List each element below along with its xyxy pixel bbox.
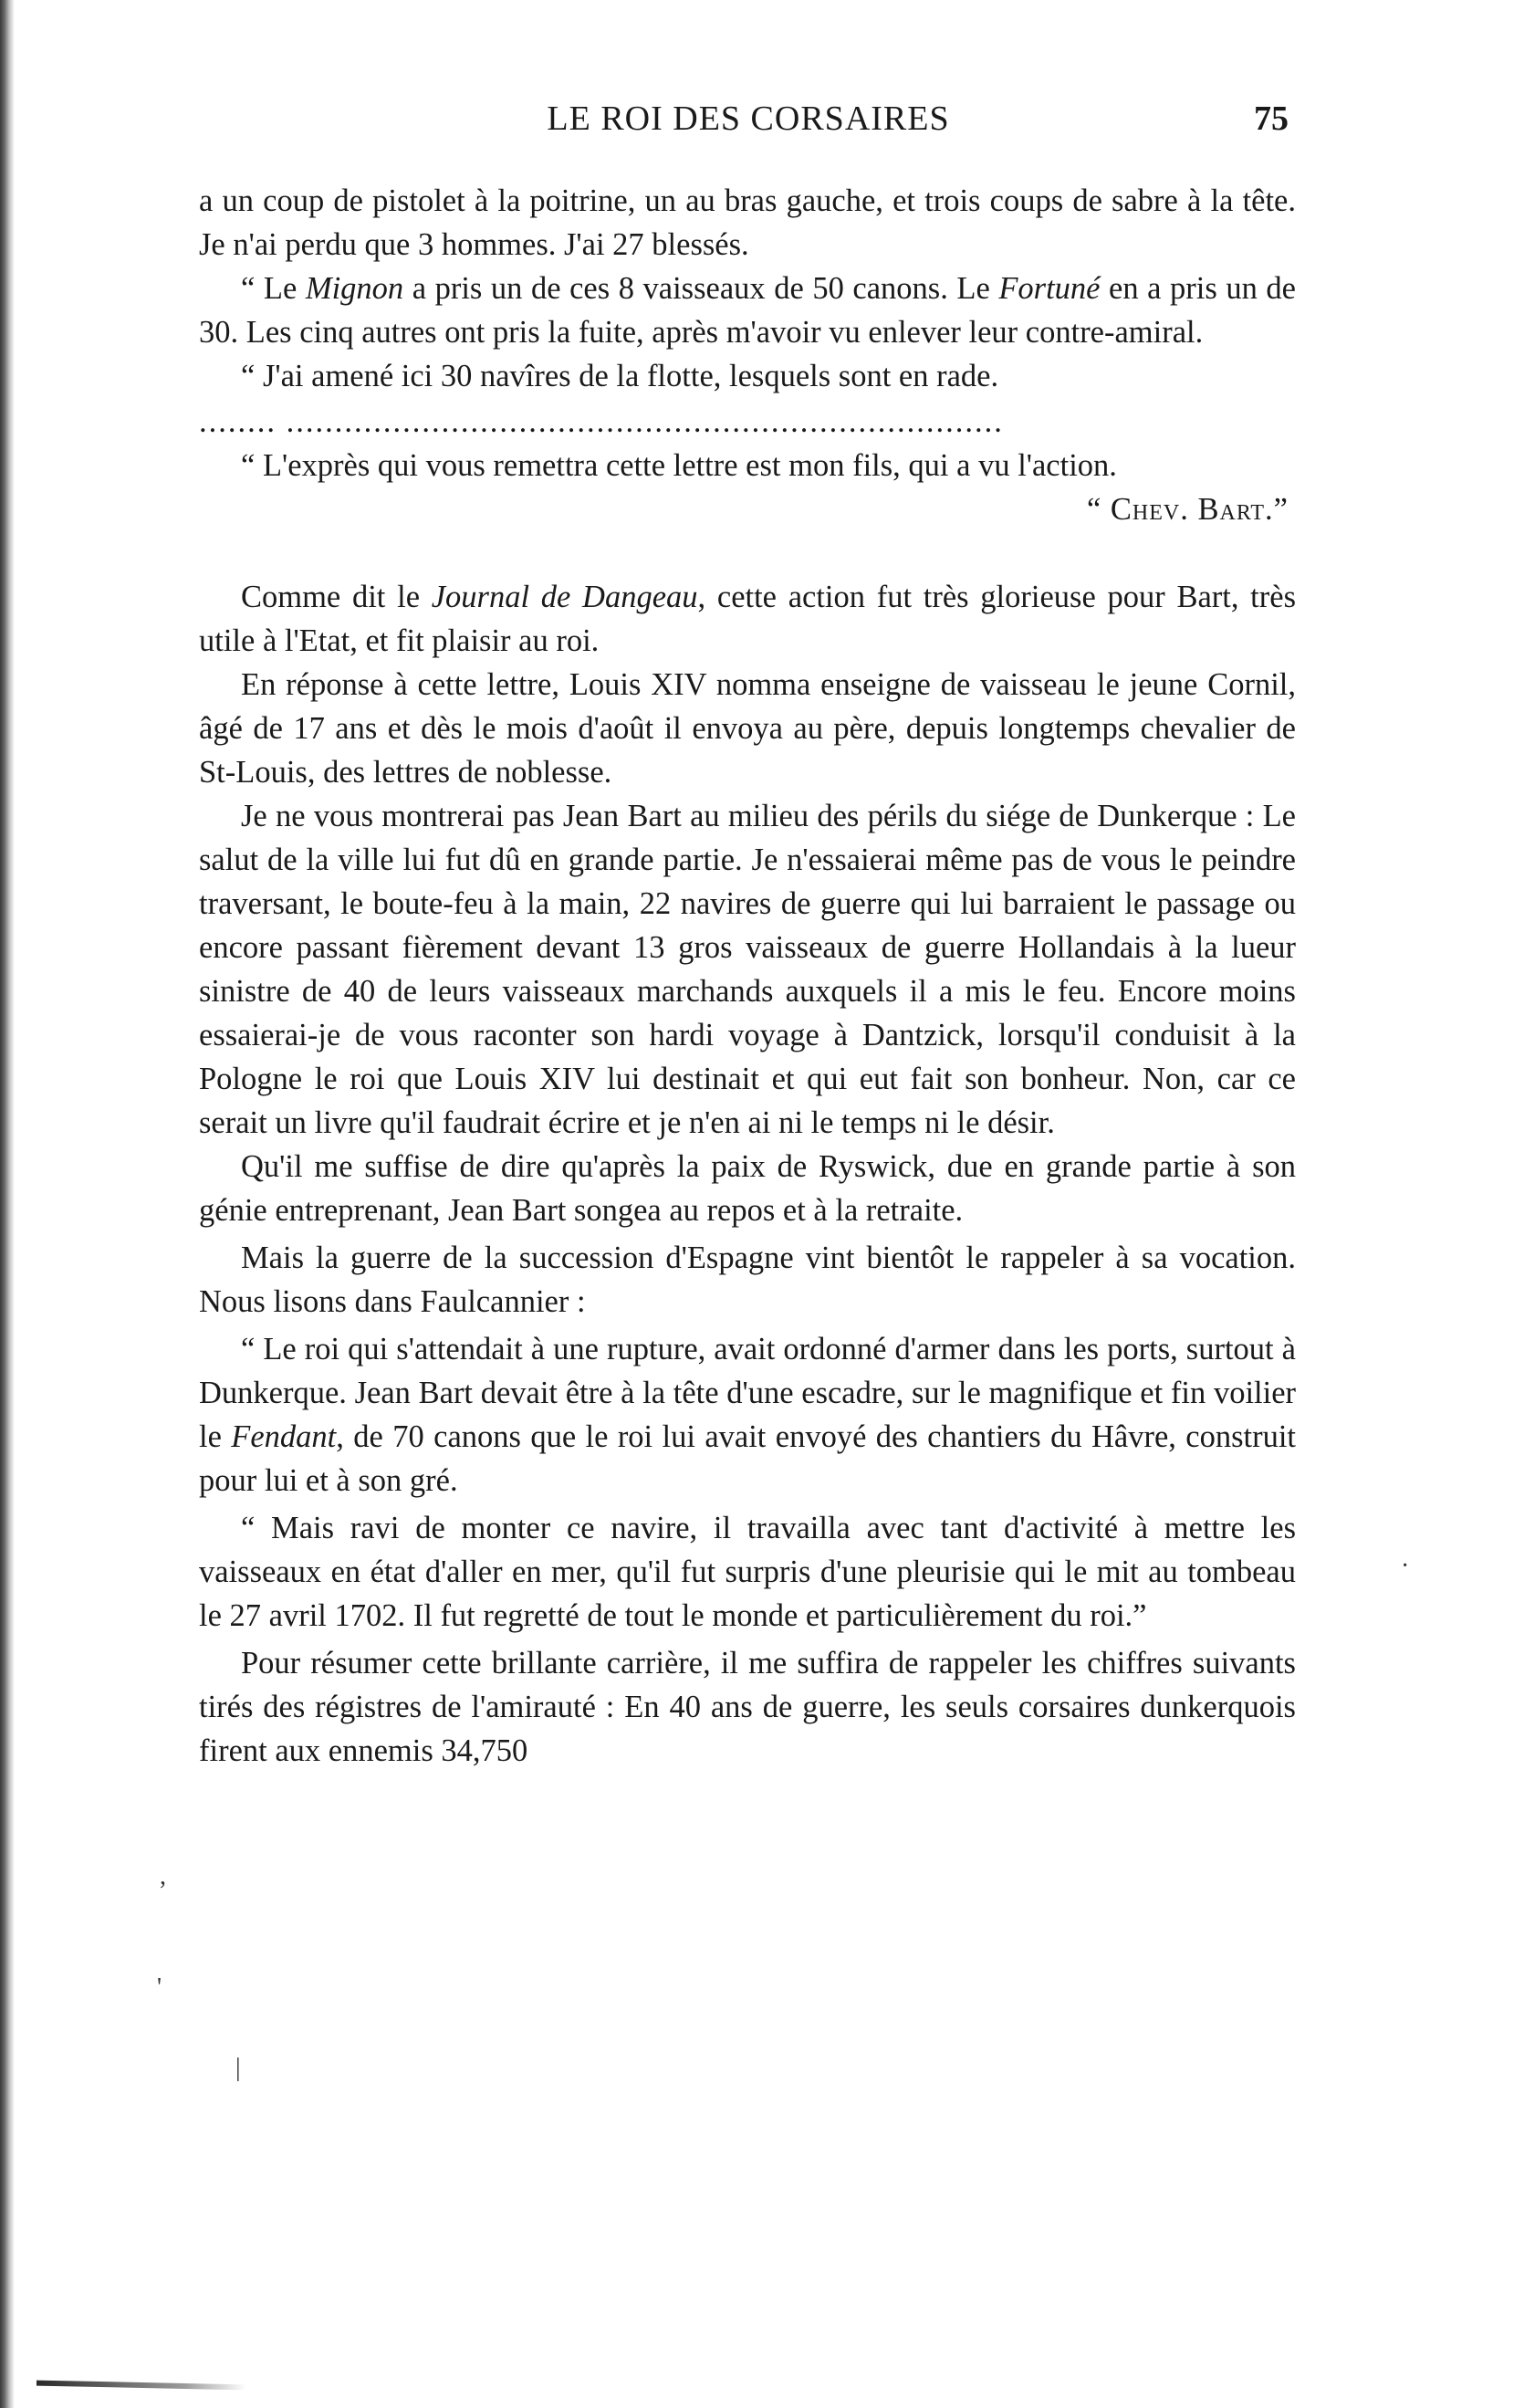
paragraph: [199, 267, 1296, 354]
text-run: “ J'ai amené ici 30 navîres de la flotte, lesquels sont en rade.: [241, 359, 999, 393]
paragraph: [199, 794, 1296, 1145]
text-run: a un coup de pistolet à la poitrine, un au bras gauche, et trois coups de sabre à la tête. Je n'ai perdu que 3 hommes. J'ai 27 blessés.: [199, 183, 1296, 262]
text-run: En réponse à cette lettre, Louis XIV nomma enseigne de vaisseau le jeune Cornil, âgé de 17 ans et dès le mois d'août il envoya au père, depuis longtemps chevalier de St-Louis, des lettres de noblesse.: [199, 667, 1296, 790]
stray-tick-mark: |: [235, 2054, 241, 2082]
italic-text-run: Fendant: [231, 1419, 337, 1454]
body-text: [199, 179, 1296, 1773]
paragraph: [199, 354, 1296, 398]
binding-edge: [0, 0, 15, 2408]
text-run: Je ne vous montrerai pas Jean Bart au milieu des périls du siége de Dunkerque : Le salut de la ville lui fut dû en grande partie. Je n'essaierai même pas de vous le peindre traversant, le boute-feu à la main, 22 navires de guerre qui lui barraient le passage ou encore passant fièrement devant 13 gros vaisseaux de guerre Hollandais à la lueur sinistre de 40 de leurs vaisseaux marchands auxquels il a mis le feu. Encore moins essaierai-je de vous raconter son hardi voyage à Dantzick, lorsqu'il conduisit à la Pologne le roi que Louis XIV lui destinait et qui eut fait son bonheur. Non, car ce serait un livre qu'il faudrait écrire et je n'en ai ni le temps ni le désir.: [199, 799, 1296, 1140]
text-run: a pris un de ces 8 vaisseaux de 50 canons. Le: [403, 271, 999, 306]
stray-dot-mark: ·: [1401, 1552, 1410, 1580]
stray-tick-mark: ,: [160, 1862, 166, 1890]
paragraph: [199, 1506, 1296, 1638]
text-run: , de 70 canons que le roi lui avait envoyé des chantiers du Hâvre, construit pour lui et à son gré.: [199, 1419, 1297, 1498]
paragraph: [199, 1236, 1296, 1324]
ellipsis-line: ........ ..........................................................................: [199, 404, 1004, 439]
text-run: Qu'il me suffise de dire qu'après la paix de Ryswick, due en grande partie à son génie entreprenant, Jean Bart songea au repos et à la retraite.: [199, 1149, 1296, 1228]
paragraph: [199, 1641, 1296, 1773]
text-run: “ Le roi qui s'attendait à une rupture, avait ordonné d'armer dans les ports, surtout à Dunkerque. Jean Bart devait être à la tête d'une escadre, sur le magnifique et fin voilier le: [199, 1332, 1296, 1454]
running-head: [201, 99, 1296, 150]
paragraph: [199, 179, 1296, 267]
paragraph: [199, 663, 1296, 794]
text-run: Mais la guerre de la succession d'Espagne vint bientôt le rappeler à sa vocation. Nous lisons dans Faulcannier :: [199, 1241, 1296, 1319]
italic-text-run: Mignon: [305, 271, 404, 306]
text-run: Pour résumer cette brillante carrière, il me suffira de rappeler les chiffres suivants tirés des régistres de l'amirauté : En 40 ans de guerre, les seuls corsaires dunkerquois firent aux ennemis 34,750: [199, 1646, 1296, 1768]
text-run: “ Le: [241, 271, 306, 306]
paragraph: [199, 1145, 1296, 1232]
italic-text-run: Fortuné: [998, 271, 1101, 306]
italic-text-run: Journal de Dangeau: [431, 580, 698, 614]
running-title: LE ROI DES CORSAIRES: [547, 99, 950, 138]
page-number: 75: [1254, 99, 1289, 138]
signature: “ Chev. Bart.”: [1086, 492, 1289, 527]
text-run: “ Mais ravi de monter ce navire, il travailla avec tant d'activité à mettre les vaisseaux en état d'aller en mer, qu'il fut surpris d'une pleurisie qui le mit au tombeau le 27 avril 1702. Il fut regretté de tout le monde et particulièrement du roi.”: [199, 1511, 1296, 1633]
text-run: , cette action fut très glorieuse pour Bart, très utile à l'Etat, et fit plaisir au roi.: [199, 580, 1296, 658]
paragraph: [199, 575, 1296, 663]
stray-tick-mark: ': [157, 1974, 162, 2002]
paragraph: [199, 444, 1296, 487]
text-run: Comme dit le: [241, 580, 432, 614]
text-run: “ L'exprès qui vous remettra cette lettre est mon fils, qui a vu l'action.: [241, 448, 1117, 483]
text-run: en a pris un de 30. Les cinq autres ont pris la fuite, après m'avoir vu enlever leur contre-amiral.: [199, 271, 1296, 350]
binding-shadow: [37, 2381, 246, 2391]
paragraph: [199, 1327, 1296, 1502]
